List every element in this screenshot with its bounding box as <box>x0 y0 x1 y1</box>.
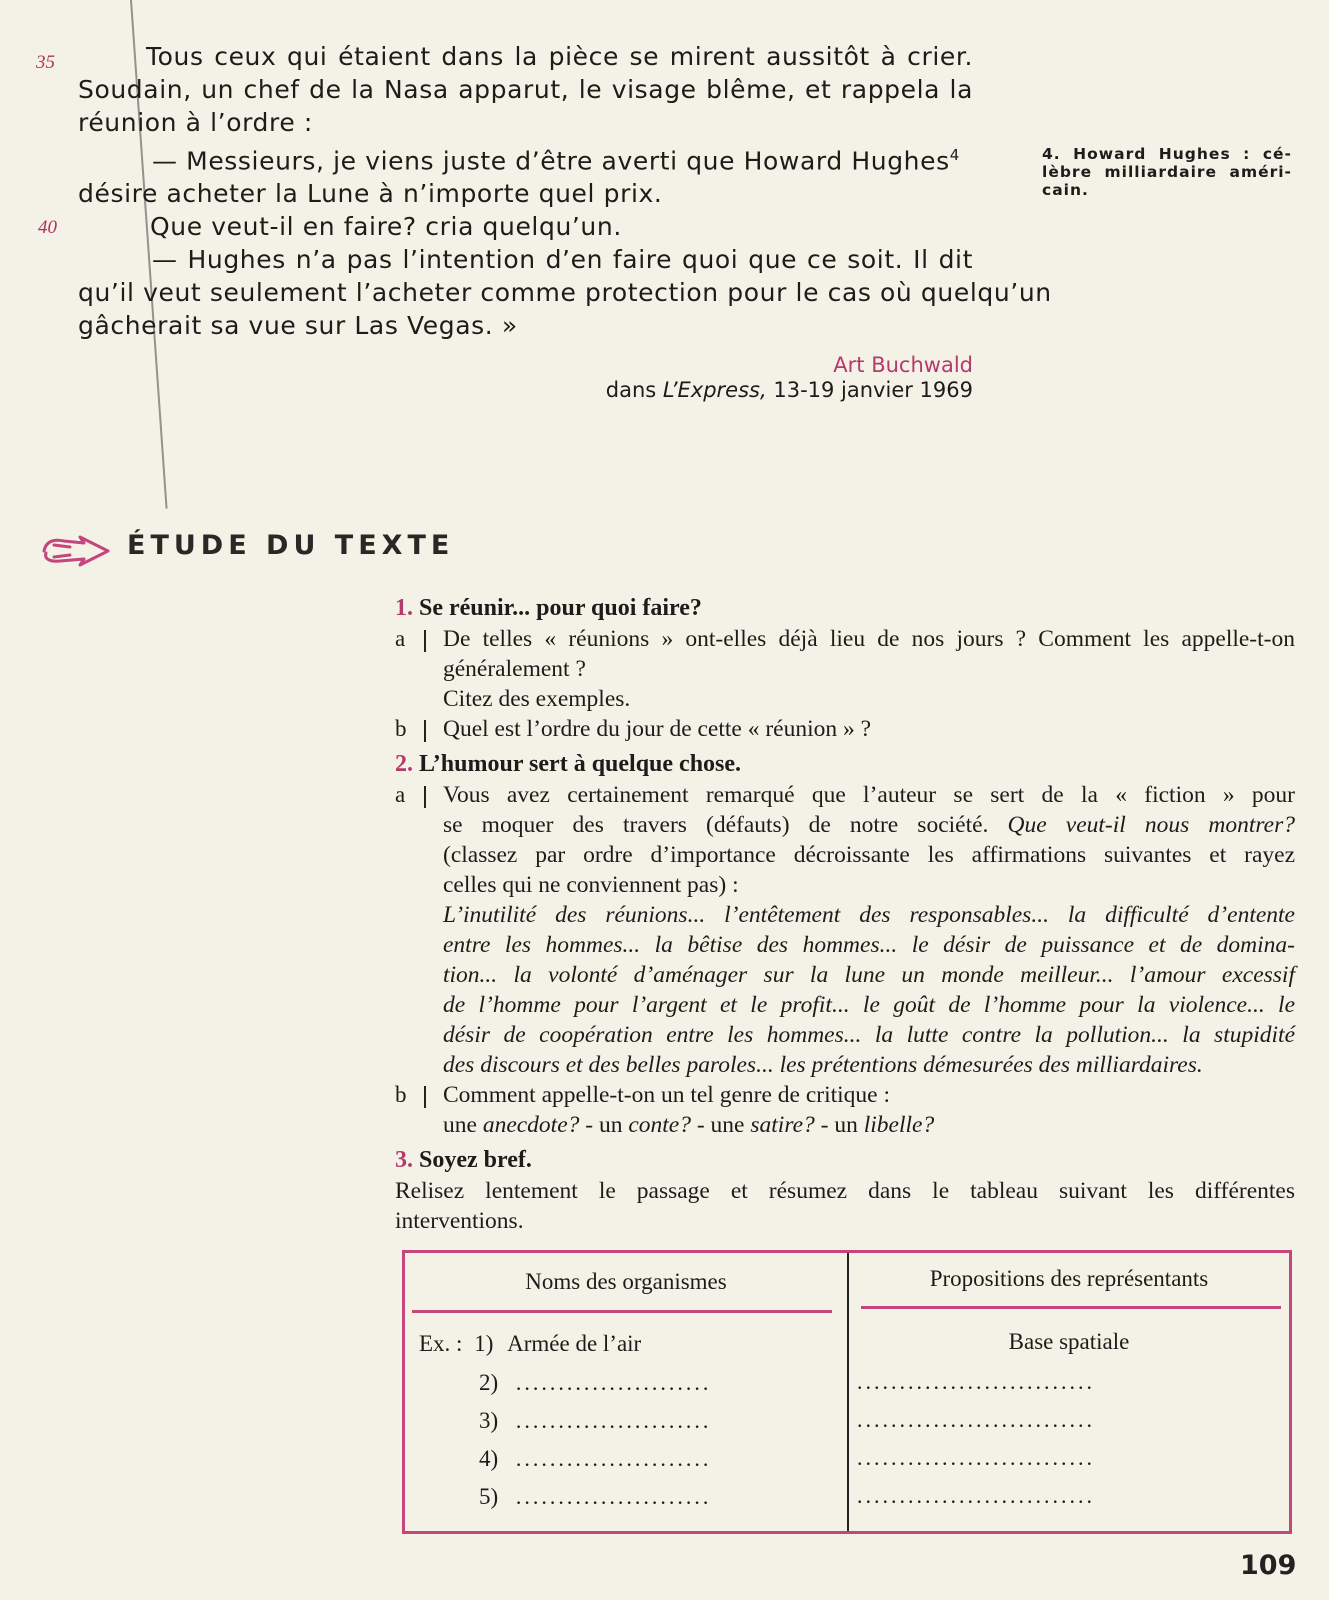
passage-line: qu’il veut seulement l’acheter comme protection pour le cas où quelqu’un <box>78 278 1052 308</box>
source-title: L’Express, <box>662 378 767 402</box>
question-2-number: 2. <box>395 751 413 777</box>
table-row <box>419 1331 641 1357</box>
questions <box>395 595 1295 1236</box>
affirmation-line: des discours et des belles paroles... les prétentions démesurées des milliardaires. <box>443 1052 1203 1078</box>
row-number: 3) <box>479 1408 499 1433</box>
option-prefix: une <box>443 1112 483 1138</box>
row-proposition: Base spatiale <box>1008 1329 1130 1354</box>
table-row <box>479 1484 711 1510</box>
question-1b-letter: b <box>395 716 407 741</box>
divider <box>424 630 426 652</box>
row-proposition[interactable]: ............................ <box>857 1369 1095 1394</box>
passage-line: — Hughes n’a pas l’intention d’en faire quoi que ce soit. Il dit <box>152 245 973 275</box>
option-word: conte? <box>628 1112 691 1138</box>
table-row <box>479 1370 711 1396</box>
header-underline-right <box>861 1306 1281 1309</box>
question-1b <box>395 714 1295 744</box>
table-header-propositions: Propositions des représentants <box>929 1266 1209 1291</box>
option-word: anecdote? <box>482 1112 580 1138</box>
question-2b-letter: b <box>395 1082 407 1107</box>
row-proposition[interactable]: ............................ <box>857 1445 1095 1470</box>
source-prefix: dans <box>605 378 663 402</box>
passage <box>78 40 1052 342</box>
question-2a-text: se moquer des travers (défauts) de notre société. <box>443 812 1008 838</box>
passage-line <box>78 139 973 177</box>
page-number: 109 <box>1240 1550 1297 1581</box>
footnote-line: cain. <box>1042 181 1089 199</box>
question-2a-line: celles qui ne conviennent pas) : <box>443 872 739 898</box>
question-2a-line: Vous avez certainement remarqué que l’auteur se sert de la « fiction » pour <box>443 782 1295 808</box>
option-prefix: - une <box>690 1112 751 1138</box>
header-underline-left <box>412 1310 832 1313</box>
passage-line: Soudain, un chef de la Nasa apparut, le visage blême, et rappela la <box>78 75 973 104</box>
passage-line: Tous ceux qui étaient dans la pièce se mirent aussitôt à crier. <box>146 42 973 71</box>
footnote-marker: 4 <box>949 146 960 164</box>
question-2a-line <box>443 810 1295 840</box>
divider <box>424 720 426 742</box>
row-organisme[interactable]: ....................... <box>515 1370 712 1395</box>
affirmation-line: tion... la volonté d’aménager sur la lune un monde meilleur... l’amour excessif <box>443 962 1295 988</box>
row-number: 1) <box>474 1331 494 1356</box>
passage-line-text: — Messieurs, je viens juste d’être averti que Howard Hughes <box>152 146 950 176</box>
footnote <box>1042 145 1292 199</box>
question-2a <box>395 780 1295 1080</box>
affirmation-line: entre les hommes... la bêtise des hommes... le désir de puissance et de domina- <box>443 932 1295 958</box>
question-1-title <box>395 595 1295 622</box>
passage-line: Que veut-il en faire? cria quelqu’un. <box>150 212 622 242</box>
passage-line: gâcherait sa vue sur Las Vegas. » <box>78 311 518 341</box>
table-column-divider <box>847 1253 849 1531</box>
footnote-line: 4. Howard Hughes : cé- <box>1042 145 1292 163</box>
question-3-title <box>395 1147 1295 1174</box>
question-2b-line: Comment appelle-t-on un tel genre de critique : <box>443 1082 891 1108</box>
row-proposition[interactable]: ............................ <box>857 1407 1095 1432</box>
option-word: libelle? <box>863 1112 935 1138</box>
row-number: 2) <box>479 1370 499 1395</box>
question-2a-letter: a <box>395 782 406 807</box>
passage-line: désire acheter la Lune à n’importe quel prix. <box>78 179 663 209</box>
row-organisme[interactable]: ....................... <box>515 1408 712 1433</box>
question-1b-line: Quel est l’ordre du jour de cette « réunion » ? <box>443 716 872 742</box>
option-prefix: - un <box>579 1112 629 1138</box>
line-number-40: 40 <box>38 217 57 238</box>
question-1-text: Se réunir... pour quoi faire? <box>419 595 702 621</box>
question-3-line: interventions. <box>395 1208 524 1234</box>
row-number: 5) <box>479 1484 499 1509</box>
option-prefix: - un <box>814 1112 864 1138</box>
line-number-35: 35 <box>36 52 55 73</box>
summary-table <box>402 1250 1292 1534</box>
row-number: 4) <box>479 1446 499 1471</box>
question-3-text: Soyez bref. <box>419 1147 532 1173</box>
affirmation-line: de l’homme pour l’argent et le profit... le goût de l’homme pour la violence... le <box>443 992 1295 1018</box>
option-word: satire? <box>750 1112 815 1138</box>
question-2-text: L’humour sert à quelque chose. <box>419 751 742 777</box>
affirmation-line: désir de coopération entre les hommes... la lutte contre la pollution... la stupidité <box>443 1022 1295 1048</box>
question-1a-line: De telles « réunions » ont-elles déjà lieu de nos jours ? Comment les appelle-t-on <box>443 626 1295 652</box>
question-2b-options <box>443 1110 1295 1140</box>
question-2b <box>395 1080 1295 1140</box>
arrow-hand-icon <box>40 533 112 574</box>
passage-line: réunion à l’ordre : <box>78 108 313 137</box>
question-1a-letter: a <box>395 626 406 651</box>
affirmation-line: L’inutilité des réunions... l’entêtement des responsables... la difficulté d’entente <box>443 902 1295 928</box>
row-organisme[interactable]: ....................... <box>515 1484 712 1509</box>
author: Art Buchwald <box>833 353 973 377</box>
footnote-line: lèbre milliardaire améri- <box>1042 163 1292 181</box>
question-2a-line: (classez par ordre d’importance décroissante les affirmations suivantes et rayez <box>443 842 1295 868</box>
row-organisme[interactable]: ....................... <box>515 1446 712 1471</box>
table-row <box>479 1446 711 1472</box>
question-3-body <box>395 1176 1295 1236</box>
row-proposition[interactable]: ............................ <box>857 1483 1095 1508</box>
affirmations-list <box>443 900 1295 1080</box>
example-label: Ex. : <box>419 1331 463 1356</box>
question-1a <box>395 624 1295 714</box>
divider <box>424 1086 426 1108</box>
table-header-organismes: Noms des organismes <box>525 1269 727 1294</box>
section-title: ÉTUDE DU TEXTE <box>127 530 455 561</box>
row-organisme: Armée de l’air <box>507 1331 642 1356</box>
question-1a-line: généralement ? <box>443 656 586 682</box>
divider <box>424 786 426 808</box>
question-2-title <box>395 751 1295 778</box>
source <box>606 378 973 402</box>
question-1-number: 1. <box>395 595 413 621</box>
question-2a-emphasis: Que veut-il nous montrer? <box>1007 812 1295 838</box>
question-3-number: 3. <box>395 1147 413 1173</box>
table-row <box>479 1408 711 1434</box>
source-date: 13-19 janvier 1969 <box>766 378 973 402</box>
question-3-line: Relisez lentement le passage et résumez dans le tableau suivant les différentes <box>395 1178 1295 1204</box>
question-1a-line: Citez des exemples. <box>443 686 631 712</box>
